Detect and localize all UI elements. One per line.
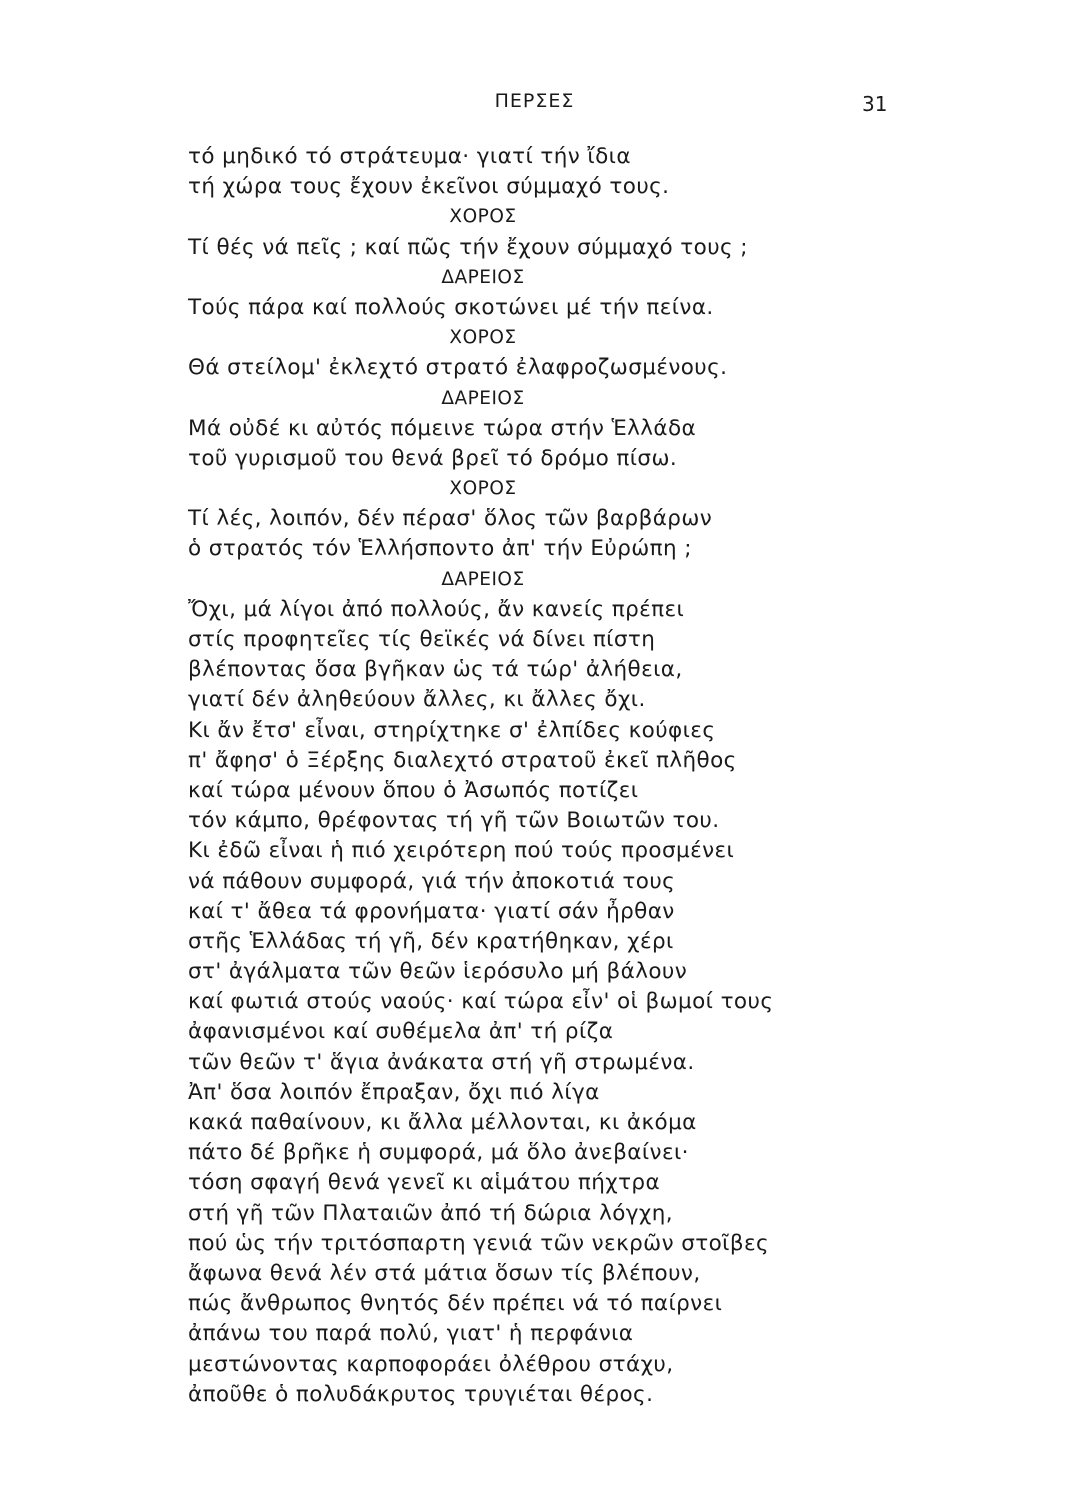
verse-line: τή χώρα τους ἔχουν ἐκεῖνοι σύμμαχό τους.	[188, 174, 670, 200]
verse-line: Ὄχι, μά λίγοι ἀπό πολλούς, ἄν κανείς πρέπει	[188, 596, 685, 622]
verse-line: τόν κάμπο, θρέφοντας τή γῆ τῶν Βοιωτῶν του.	[188, 808, 720, 834]
verse-line: καί φωτιά στούς ναούς· καί τώρα εἶν' οἱ βωμοί τους	[188, 989, 774, 1015]
verse-line: Τούς πάρα καί πολλούς σκοτώνει μέ τήν πείνα.	[188, 294, 714, 320]
page-number: 31	[862, 92, 888, 116]
verse-line: κακά παθαίνουν, κι ἄλλα μέλλονται, κι ἀκόμα	[188, 1110, 697, 1135]
verse-line: τοῦ γυρισμοῦ του θενά βρεῖ τό δρόμο πίσω.	[188, 445, 678, 471]
verse-line: πώς ἄνθρωπος θνητός δέν πρέπει νά τό παίρνει	[188, 1291, 723, 1317]
verse-line: γιατί δέν ἀληθεύουν ἄλλες, κι ἄλλες ὄχι.	[188, 687, 646, 713]
verse-line: Κι ἄν ἔτσ' εἶναι, στηρίχτηκε σ' ἐλπίδες κούφιες	[188, 717, 716, 743]
verse-line: ὁ στρατός τόν Ἑλλήσποντο ἀπ' τήν Εὐρώπη ;	[188, 536, 692, 562]
verse-line: καί τ' ἄθεα τά φρονήματα· γιατί σάν ἦρθαν	[188, 898, 675, 924]
verse-line: τῶν θεῶν τ' ἅγια ἀνάκατα στή γῆ στρωμένα.	[188, 1049, 695, 1075]
verse-line: ἀφανισμένοι καί συθέμελα ἀπ' τή ρίζα	[188, 1019, 614, 1045]
verse-line: στή γῆ τῶν Πλαταιῶν ἀπό τή δώρια λόγχη,	[188, 1200, 673, 1226]
verse-line: βλέποντας ὅσα βγῆκαν ὡς τά τώρ' ἀλήθεια,	[188, 657, 683, 683]
running-title: ΠΕΡΣΕΣ	[494, 90, 575, 112]
verse-line: Τί λές, λοιπόν, δέν πέρασ' ὅλος τῶν βαρβάρων	[188, 506, 713, 532]
verse-line: καί τώρα μένουν ὅπου ὁ Ἀσωπός ποτίζει	[188, 777, 639, 803]
speaker-name: ΔΑΡΕΙΟΣ	[441, 568, 525, 590]
verse-line: Μά οὐδέ κι αὐτός πόμεινε τώρα στήν Ἑλλάδα	[188, 415, 697, 441]
verse-line: στ' ἀγάλματα τῶν θεῶν ἱερόσυλο μή βάλουν	[188, 959, 688, 985]
verse-line: τό μηδικό τό στράτευμα· γιατί τήν ἴδια	[188, 144, 631, 169]
verse-line: π' ἄφησ' ὁ Ξέρξης διαλεχτό στρατοῦ ἐκεῖ πλῆθος	[188, 747, 737, 773]
verse-line: Θά στείλομ' ἐκλεχτό στρατό ἐλαφροζωσμένους.	[188, 355, 728, 381]
verse-line: στῆς Ἑλλάδας τή γῆ, δέν κρατήθηκαν, χέρι	[188, 928, 674, 954]
speaker-name: ΔΑΡΕΙΟΣ	[441, 387, 525, 409]
verse-line: ἀποῦθε ὁ πολυδάκρυτος τρυγιέται θέρος.	[188, 1381, 654, 1407]
speaker-name: ΔΑΡΕΙΟΣ	[441, 266, 525, 288]
speaker-name: ΧΟΡΟΣ	[449, 206, 517, 228]
page-header	[0, 86, 1069, 122]
verse-line: Ἀπ' ὅσα λοιπόν ἔπραξαν, ὄχι πιό λίγα	[188, 1079, 600, 1105]
speaker-name: ΧΟΡΟΣ	[449, 478, 517, 500]
verse-line: ἀπάνω του παρά πολύ, γιατ' ἡ περφάνια	[188, 1321, 634, 1347]
verse-line: στίς προφητεῖες τίς θεϊκές νά δίνει πίστη	[188, 627, 656, 652]
speaker-name: ΧΟΡΟΣ	[449, 327, 517, 349]
play-text	[188, 142, 808, 1410]
verse-line: Τί θές νά πεῖς ; καί πῶς τήν ἔχουν σύμμαχό τους ;	[188, 234, 748, 260]
verse-line: πάτο δέ βρῆκε ἡ συμφορά, μά ὅλο ἀνεβαίνει·	[188, 1140, 689, 1166]
verse-line: τόση σφαγή θενά γενεῖ κι αἱμάτου πήχτρα	[188, 1170, 661, 1196]
verse-line: ἄφωνα θενά λέν στά μάτια ὅσων τίς βλέπουν,	[188, 1260, 701, 1286]
verse-line: Κι ἐδῶ εἶναι ἡ πιό χειρότερη πού τούς προσμένει	[188, 838, 735, 864]
verse-line: μεστώνοντας καρποφοράει ὀλέθρου στάχυ,	[188, 1351, 674, 1377]
verse-line: πού ὡς τήν τριτόσπαρτη γενιά τῶν νεκρῶν στοῖβες	[188, 1230, 769, 1256]
verse-line: νά πάθουν συμφορά, γιά τήν ἀποκοτιά τους	[188, 868, 676, 894]
